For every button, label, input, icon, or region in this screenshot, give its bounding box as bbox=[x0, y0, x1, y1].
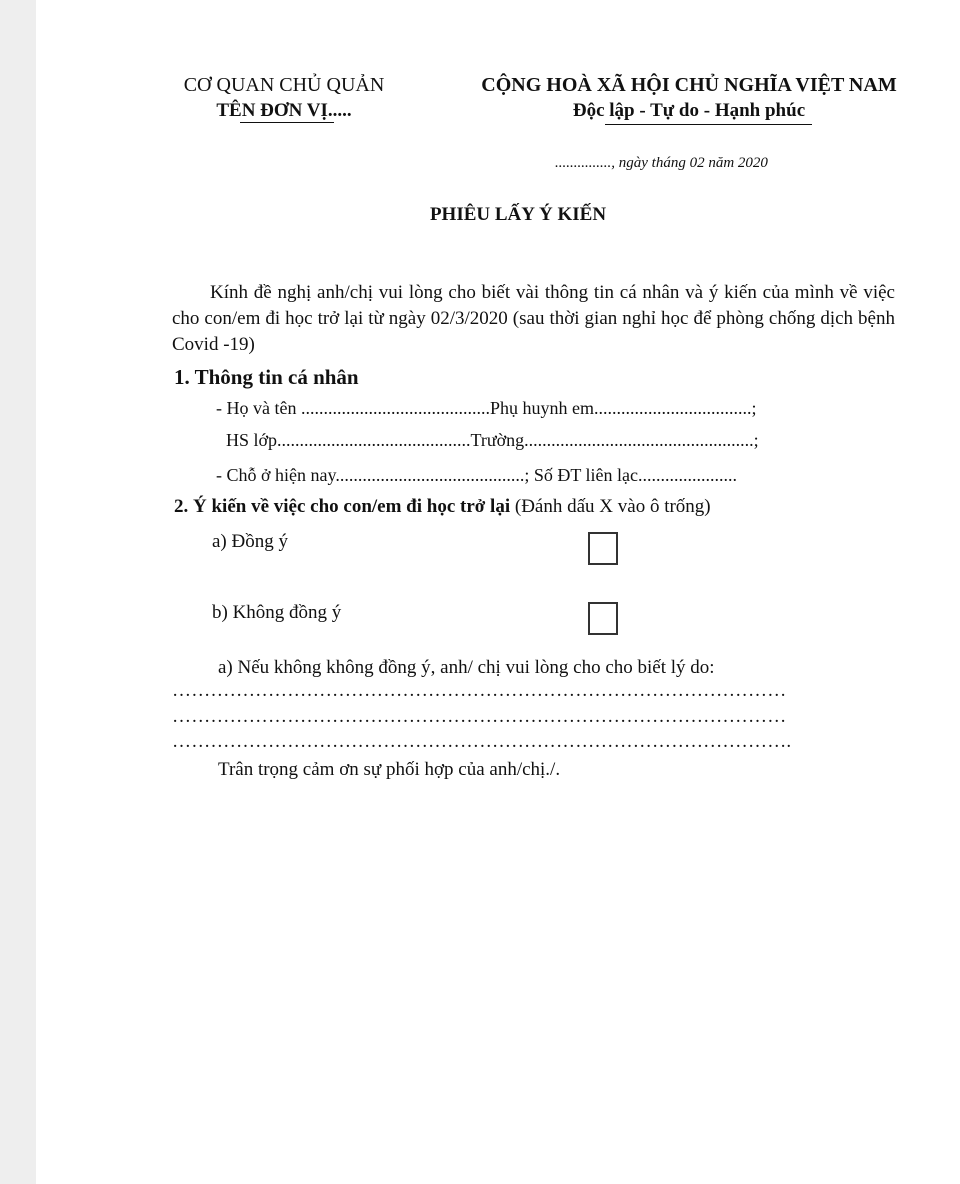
field-row-name[interactable]: - Họ và tên ..........................................Phụ huynh em...................................; bbox=[216, 398, 757, 418]
left-gutter bbox=[0, 0, 36, 1184]
intro-paragraph: Kính đề nghị anh/chị vui lòng cho biết vài thông tin cá nhân và ý kiến của mình về việc cho con/em đi học trở lại từ ngày 02/3/2020 (sau thời gian nghỉ học để phòng chống dịch bệnh Covid -19) bbox=[172, 282, 895, 355]
reason-line-2[interactable]: …………………………………………………………………………………… bbox=[172, 706, 787, 727]
section1-heading: 1. Thông tin cá nhân bbox=[174, 365, 359, 389]
document-title: PHIÊU LẤY Ý KIẾN bbox=[429, 204, 607, 225]
option-agree-label: a) Đồng ý bbox=[212, 531, 288, 552]
national-title: CỘNG HOÀ XÃ HỘI CHỦ NGHĨA VIỆT NAM bbox=[481, 74, 897, 96]
reason-line-3[interactable]: ……………………………………………………………………………………. bbox=[172, 731, 792, 752]
national-motto: Độc lập - Tự do - Hạnh phúc bbox=[572, 100, 806, 121]
option-disagree-label: b) Không đồng ý bbox=[212, 602, 342, 623]
agency-name: CƠ QUAN CHỦ QUẢN bbox=[183, 74, 385, 96]
document-page bbox=[36, 0, 960, 1184]
field-row-address[interactable]: - Chỗ ở hiện nay..........................................; Số ĐT liên lạc...................... bbox=[216, 465, 737, 485]
reason-prompt: a) Nếu không không đồng ý, anh/ chị vui lòng cho cho biết lý do: bbox=[218, 657, 715, 678]
option-agree-checkbox[interactable] bbox=[588, 532, 618, 565]
header-right-underline bbox=[605, 124, 812, 125]
closing-thanks: Trân trọng cảm ơn sự phối hợp của anh/chị./. bbox=[218, 759, 561, 780]
field-row-class[interactable]: HS lớp...........................................Trường...................................................; bbox=[226, 430, 759, 450]
section2-heading-note: (Đánh dấu X vào ô trống) bbox=[510, 496, 711, 517]
date-line: ..............., ngày tháng 02 năm 2020 bbox=[555, 155, 768, 171]
header-left-underline bbox=[240, 122, 334, 123]
reason-line-1[interactable]: …………………………………………………………………………………… bbox=[172, 680, 787, 701]
header-left bbox=[169, 72, 399, 124]
section2-heading bbox=[174, 496, 711, 518]
header-right bbox=[454, 72, 924, 124]
unit-name: TÊN ĐƠN VỊ..... bbox=[216, 100, 352, 121]
section2-heading-bold: 2. Ý kiến về việc cho con/em đi học trở lại bbox=[174, 496, 511, 517]
option-disagree-checkbox[interactable] bbox=[588, 602, 618, 635]
